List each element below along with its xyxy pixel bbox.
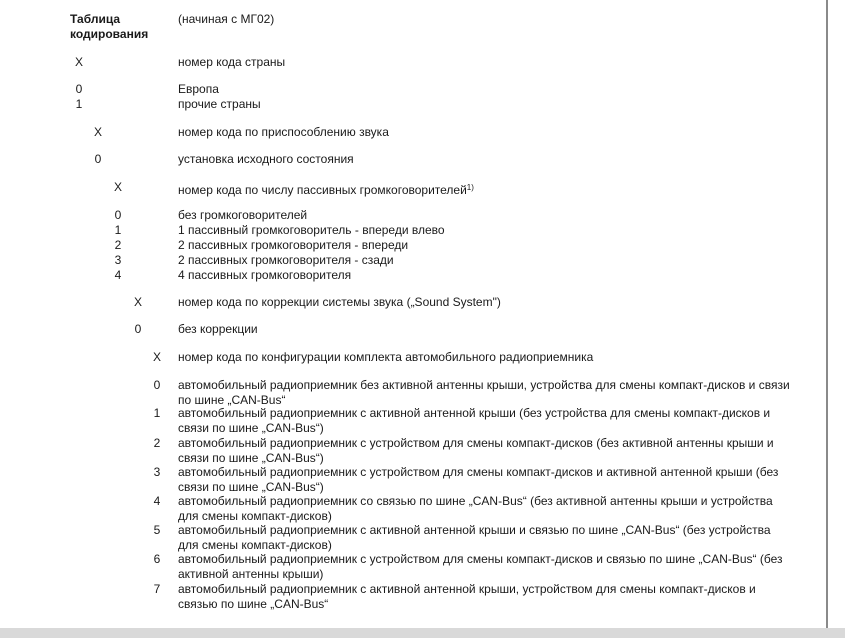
- code-value: 2: [114, 238, 122, 252]
- code-marker: X: [74, 55, 83, 69]
- code-value-text: автомобильный радиоприемник со связью по шине „CAN-Bus“ (без активной антенны крыши и устройства для смены компакт-дисков): [178, 494, 773, 523]
- table-note: (начиная с МГ02): [178, 12, 275, 26]
- code-description: номер кода по коррекции системы звука („Sound System"): [178, 295, 501, 309]
- code-value: 3: [114, 253, 122, 267]
- code-value: 4: [114, 268, 122, 282]
- code-value-text: автомобильный радиоприемник с устройством для смены компакт-дисков и связью по шине „CAN-Bus“ (без активной антенны крыши): [178, 552, 783, 581]
- code-value: 0: [75, 82, 83, 96]
- code-value: 0: [114, 208, 122, 222]
- code-value: 1: [75, 97, 83, 111]
- code-value-text: автомобильный радиоприемник с активной антенной крыши, устройством для смены компакт-дисков и связью по шине „CAN-Bus“: [178, 582, 756, 611]
- code-value: 7: [153, 582, 161, 596]
- page-right-border: [826, 0, 828, 630]
- code-value: 0: [134, 322, 142, 336]
- code-value-text: без коррекции: [178, 322, 258, 336]
- code-value-text: без громкоговорителей: [178, 208, 308, 222]
- code-value: 4: [153, 494, 161, 508]
- footnote-marker: 1): [466, 183, 474, 192]
- code-description: номер кода страны: [178, 55, 286, 69]
- code-value-text: 2 пассивных громкоговорителя - сзади: [178, 253, 394, 267]
- code-value: 1: [153, 406, 161, 420]
- code-description: номер кода по числу пассивных громкоговорителей$^{1)}$: [178, 183, 474, 197]
- code-marker: X: [133, 295, 142, 309]
- code-value-text: автомобильный радиоприемник с активной антенной крыши (без устройства для смены компакт-дисков и связи по шине „CAN-Bus“): [178, 406, 771, 435]
- code-value-text: автомобильный радиоприемник с устройством для смены компакт-дисков (без активной антенны крыши и связи по шине „CAN-Bus“): [178, 436, 774, 465]
- code-value: 1: [114, 223, 122, 237]
- code-description: номер кода по приспособлению звука: [178, 125, 389, 139]
- code-value-text: 2 пассивных громкоговорителя - впереди: [178, 238, 409, 252]
- code-value-text: 4 пассивных громкоговорителя: [178, 268, 352, 282]
- code-description: номер кода по конфигурации комплекта автомобильного радиоприемника: [178, 350, 594, 364]
- code-value-text: автомобильный радиоприемник с устройством для смены компакт-дисков и активной антенной крыши (без связи по шине „CAN-Bus“): [178, 465, 779, 494]
- code-value-text: Европа: [178, 82, 219, 96]
- code-value-text: автомобильный радиоприемник без активной антенны крыши, устройства для смены компакт-дисков и связи по шине „CAN-Bus“: [178, 378, 790, 407]
- code-value: 0: [94, 152, 102, 166]
- code-value: 6: [153, 552, 161, 566]
- code-value-text: автомобильный радиоприемник с активной антенной крыши и связью по шине „CAN-Bus“ (без устройства для смены компакт-дисков): [178, 523, 771, 552]
- code-value: 5: [153, 523, 161, 537]
- code-value-text: прочие страны: [178, 97, 261, 111]
- code-value-text: установка исходного состояния: [178, 152, 354, 166]
- page-bottom-edge: [0, 628, 845, 638]
- table-title-line2: кодирования: [70, 27, 149, 41]
- code-value: 3: [153, 465, 161, 479]
- code-value: 0: [153, 378, 161, 392]
- code-marker: X: [152, 350, 161, 364]
- table-title-line1: Таблица: [70, 12, 121, 26]
- code-marker: X: [93, 125, 102, 139]
- code-value: 2: [153, 436, 161, 450]
- code-marker: X: [113, 180, 122, 194]
- code-value-text: 1 пассивный громкоговоритель - впереди влево: [178, 223, 445, 237]
